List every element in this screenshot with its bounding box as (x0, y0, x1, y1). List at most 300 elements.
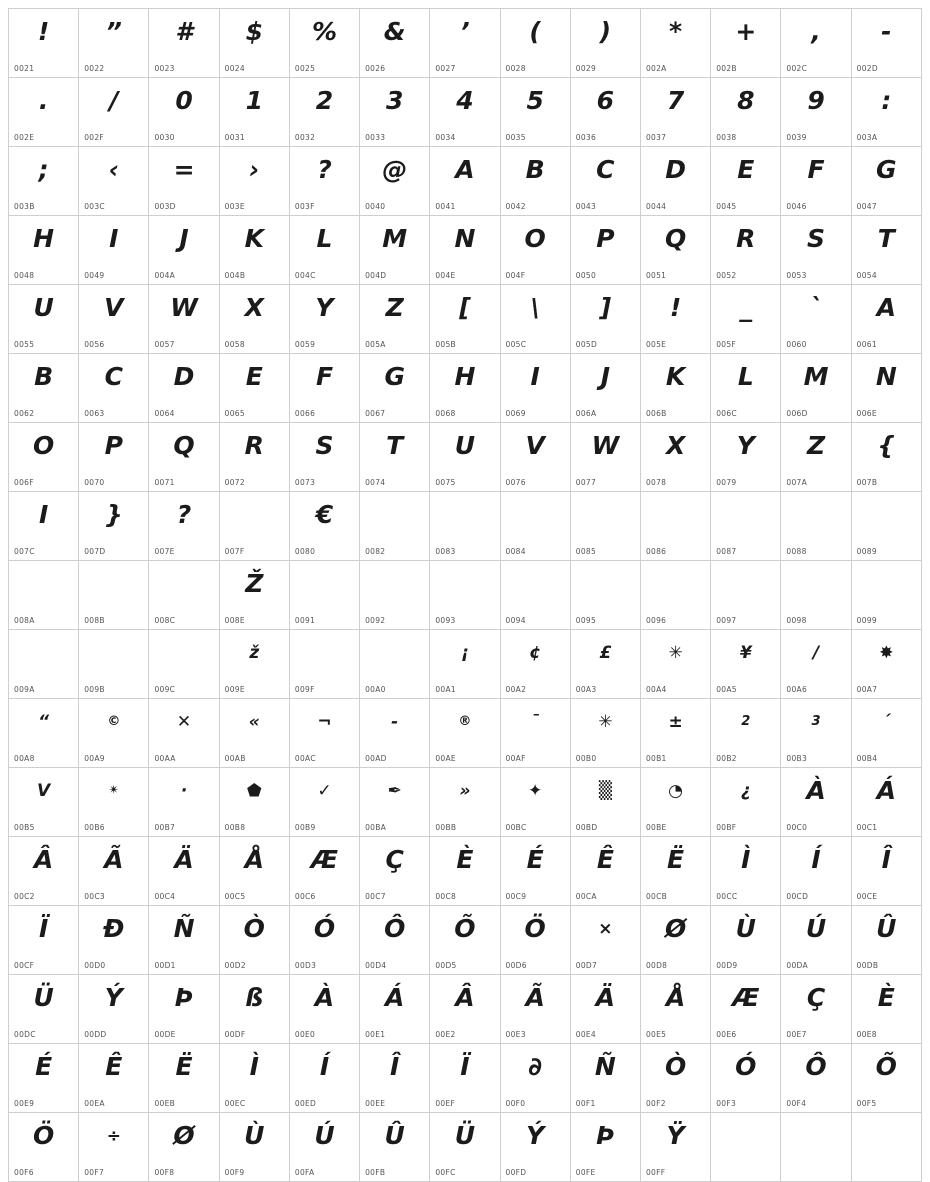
glyph-character (641, 567, 710, 603)
glyph-cell[interactable] (219, 1044, 289, 1113)
glyph-character (79, 567, 148, 603)
glyph-cell[interactable] (500, 630, 570, 699)
glyph-cell[interactable] (500, 1044, 570, 1113)
glyph-cell[interactable] (79, 78, 149, 147)
glyph-cell[interactable] (219, 147, 289, 216)
glyph-code-label: 00C9 (505, 892, 527, 901)
glyph-cell[interactable] (851, 147, 921, 216)
glyph-cell[interactable] (149, 1044, 219, 1113)
glyph-code-label: 00BE (645, 823, 667, 832)
glyph-code-label: 008B (84, 616, 105, 625)
glyph-cell[interactable] (781, 975, 851, 1044)
glyph-character: V (104, 293, 124, 322)
glyph-cell[interactable] (781, 147, 851, 216)
glyph-cell[interactable] (219, 216, 289, 285)
glyph-cell[interactable] (9, 630, 79, 699)
glyph-cell[interactable] (711, 1044, 781, 1113)
glyph-cell[interactable] (500, 354, 570, 423)
glyph-cell[interactable] (149, 78, 219, 147)
glyph-cell[interactable] (430, 768, 500, 837)
glyph-cell[interactable] (289, 492, 359, 561)
glyph-cell[interactable] (711, 975, 781, 1044)
glyph-cell[interactable] (9, 768, 79, 837)
glyph-cell[interactable] (219, 975, 289, 1044)
glyph-cell[interactable] (9, 492, 79, 561)
glyph-cell[interactable] (9, 423, 79, 492)
glyph-cell[interactable] (570, 147, 640, 216)
glyph-code-label: 00B3 (786, 754, 808, 763)
glyph-table-body (9, 9, 922, 1182)
glyph-character: Z (806, 431, 826, 460)
glyph-character (571, 567, 640, 603)
glyph-cell[interactable] (79, 492, 149, 561)
glyph-code-label: 00C8 (435, 892, 457, 901)
glyph-cell[interactable] (851, 837, 921, 906)
glyph-cell[interactable] (570, 630, 640, 699)
glyph-code-label: 009C (154, 685, 176, 694)
glyph-cell[interactable] (289, 9, 359, 78)
glyph-character: Í (811, 845, 821, 874)
glyph-cell[interactable] (79, 216, 149, 285)
glyph-cell[interactable] (430, 699, 500, 768)
glyph-character: Õ (875, 1052, 897, 1081)
glyph-cell[interactable] (851, 285, 921, 354)
glyph-code-label: 00B9 (294, 823, 316, 832)
glyph-cell[interactable] (570, 1044, 640, 1113)
glyph-code-label: 00FA (294, 1168, 315, 1177)
glyph-cell[interactable] (360, 9, 430, 78)
glyph-cell[interactable] (640, 975, 710, 1044)
glyph-code-label: 0048 (14, 271, 35, 280)
glyph-cell[interactable] (79, 561, 149, 630)
glyph-cell[interactable] (570, 699, 640, 768)
glyph-code-label: 00B2 (716, 754, 737, 763)
glyph-cell[interactable] (851, 561, 921, 630)
glyph-cell[interactable] (9, 354, 79, 423)
glyph-character (360, 498, 429, 534)
glyph-cell[interactable] (289, 216, 359, 285)
glyph-cell[interactable] (711, 906, 781, 975)
glyph-cell[interactable] (289, 975, 359, 1044)
glyph-cell[interactable] (711, 492, 781, 561)
glyph-cell[interactable] (781, 78, 851, 147)
glyph-cell[interactable] (781, 1044, 851, 1113)
glyph-code-label: 00A1 (435, 685, 456, 694)
glyph-cell[interactable] (570, 768, 640, 837)
glyph-cell[interactable] (640, 9, 710, 78)
glyph-cell[interactable] (9, 975, 79, 1044)
glyph-cell[interactable] (781, 768, 851, 837)
glyph-cell[interactable] (360, 906, 430, 975)
glyph-code-label: 0084 (505, 547, 526, 556)
glyph-cell[interactable] (500, 906, 570, 975)
glyph-cell[interactable] (430, 1113, 500, 1182)
glyph-character: 8 (737, 86, 755, 115)
glyph-character: . (38, 86, 49, 115)
glyph-cell[interactable] (289, 699, 359, 768)
glyph-cell[interactable] (500, 9, 570, 78)
glyph-cell[interactable] (149, 492, 219, 561)
glyph-cell[interactable] (149, 285, 219, 354)
glyph-character: Ò (243, 914, 265, 943)
glyph-cell[interactable] (500, 216, 570, 285)
glyph-cell[interactable] (851, 354, 921, 423)
glyph-cell[interactable] (360, 78, 430, 147)
glyph-row (9, 837, 922, 906)
glyph-cell[interactable] (360, 423, 430, 492)
glyph-cell[interactable] (219, 768, 289, 837)
glyph-cell[interactable] (289, 285, 359, 354)
glyph-cell[interactable] (79, 147, 149, 216)
glyph-cell[interactable] (500, 147, 570, 216)
glyph-cell[interactable] (781, 354, 851, 423)
glyph-character: Ó (735, 1052, 757, 1081)
glyph-character: Ý (526, 1121, 545, 1150)
glyph-cell[interactable] (640, 1044, 710, 1113)
glyph-cell[interactable] (640, 492, 710, 561)
glyph-cell[interactable] (289, 906, 359, 975)
glyph-cell[interactable] (79, 423, 149, 492)
glyph-character: G (384, 362, 405, 391)
glyph-cell[interactable] (219, 1113, 289, 1182)
glyph-cell[interactable] (851, 768, 921, 837)
glyph-cell[interactable] (289, 1044, 359, 1113)
glyph-character: ✳ (668, 643, 683, 663)
glyph-cell[interactable] (79, 354, 149, 423)
glyph-cell[interactable] (430, 561, 500, 630)
glyph-code-label: 00E1 (365, 1030, 386, 1039)
glyph-cell[interactable] (289, 837, 359, 906)
glyph-cell[interactable] (500, 285, 570, 354)
glyph-cell[interactable] (851, 699, 921, 768)
glyph-cell[interactable] (570, 285, 640, 354)
glyph-cell[interactable] (500, 768, 570, 837)
glyph-cell[interactable] (781, 492, 851, 561)
glyph-cell[interactable] (219, 492, 289, 561)
glyph-cell[interactable] (360, 699, 430, 768)
glyph-cell[interactable] (500, 975, 570, 1044)
glyph-code-label: 005E (645, 340, 667, 349)
glyph-cell[interactable] (711, 285, 781, 354)
glyph-cell[interactable] (430, 147, 500, 216)
glyph-cell[interactable] (851, 630, 921, 699)
glyph-cell[interactable] (781, 561, 851, 630)
glyph-cell[interactable] (9, 78, 79, 147)
glyph-cell[interactable] (79, 975, 149, 1044)
glyph-code-label: 005C (505, 340, 527, 349)
glyph-cell[interactable] (711, 147, 781, 216)
glyph-cell[interactable] (219, 78, 289, 147)
glyph-cell[interactable] (9, 906, 79, 975)
glyph-cell[interactable] (640, 216, 710, 285)
glyph-cell[interactable] (851, 492, 921, 561)
glyph-character: ✦ (528, 781, 543, 801)
glyph-cell[interactable] (9, 837, 79, 906)
glyph-cell[interactable] (430, 354, 500, 423)
glyph-cell[interactable] (500, 837, 570, 906)
glyph-code-label: 0023 (154, 64, 175, 73)
glyph-cell[interactable] (149, 561, 219, 630)
glyph-cell[interactable] (570, 423, 640, 492)
glyph-code-label: 0055 (14, 340, 35, 349)
glyph-code-label: 0072 (224, 478, 245, 487)
glyph-cell[interactable] (289, 423, 359, 492)
glyph-cell[interactable] (149, 423, 219, 492)
glyph-cell[interactable] (570, 492, 640, 561)
glyph-cell[interactable] (570, 78, 640, 147)
glyph-code-label: 0062 (14, 409, 35, 418)
glyph-cell[interactable] (570, 906, 640, 975)
glyph-cell[interactable] (149, 630, 219, 699)
glyph-cell[interactable] (289, 1113, 359, 1182)
glyph-cell[interactable] (500, 561, 570, 630)
glyph-cell[interactable] (570, 975, 640, 1044)
glyph-character: × (598, 919, 613, 939)
glyph-cell[interactable] (430, 1044, 500, 1113)
glyph-cell[interactable] (289, 78, 359, 147)
glyph-cell[interactable] (79, 837, 149, 906)
glyph-code-label: 0022 (84, 64, 105, 73)
glyph-code-label: 0057 (154, 340, 175, 349)
glyph-cell[interactable] (219, 285, 289, 354)
glyph-cell[interactable] (9, 699, 79, 768)
glyph-cell[interactable] (781, 630, 851, 699)
glyph-cell[interactable] (219, 561, 289, 630)
glyph-character: Ÿ (666, 1121, 685, 1150)
glyph-cell[interactable] (360, 354, 430, 423)
glyph-cell[interactable] (9, 285, 79, 354)
glyph-cell[interactable] (289, 147, 359, 216)
glyph-cell[interactable] (149, 906, 219, 975)
glyph-cell[interactable] (219, 354, 289, 423)
glyph-cell[interactable] (79, 699, 149, 768)
glyph-character: - (881, 17, 892, 46)
glyph-code-label: 00DE (154, 1030, 176, 1039)
glyph-code-label: 008A (14, 616, 35, 625)
glyph-cell[interactable] (500, 423, 570, 492)
glyph-character: Y (315, 293, 334, 322)
glyph-cell[interactable] (219, 837, 289, 906)
glyph-cell[interactable] (640, 561, 710, 630)
glyph-character: T (877, 224, 895, 253)
glyph-cell[interactable] (360, 630, 430, 699)
glyph-cell[interactable] (79, 630, 149, 699)
glyph-code-label: 00BB (435, 823, 457, 832)
glyph-code-label: 00C6 (294, 892, 316, 901)
glyph-cell-empty (711, 1113, 781, 1182)
glyph-code-label: 00C2 (14, 892, 35, 901)
glyph-cell[interactable] (570, 837, 640, 906)
glyph-code-label: 00E9 (14, 1099, 35, 1108)
glyph-cell[interactable] (640, 906, 710, 975)
glyph-character: A (876, 293, 896, 322)
glyph-cell[interactable] (219, 906, 289, 975)
glyph-cell[interactable] (781, 699, 851, 768)
glyph-cell[interactable] (430, 906, 500, 975)
glyph-character: Ê (596, 845, 614, 874)
glyph-cell[interactable] (79, 906, 149, 975)
glyph-character (430, 567, 499, 603)
glyph-cell[interactable] (570, 1113, 640, 1182)
glyph-cell[interactable] (851, 906, 921, 975)
glyph-cell[interactable] (640, 285, 710, 354)
glyph-code-label: 00E0 (294, 1030, 316, 1039)
glyph-character: Ö (524, 914, 546, 943)
glyph-cell[interactable] (781, 837, 851, 906)
glyph-code-label: 009F (294, 685, 315, 694)
glyph-character: Z (385, 293, 404, 322)
glyph-cell[interactable] (781, 216, 851, 285)
glyph-cell[interactable] (149, 837, 219, 906)
glyph-cell[interactable] (711, 9, 781, 78)
glyph-cell[interactable] (219, 699, 289, 768)
glyph-cell[interactable] (360, 216, 430, 285)
glyph-cell[interactable] (711, 561, 781, 630)
glyph-cell[interactable] (360, 147, 430, 216)
glyph-cell[interactable] (711, 699, 781, 768)
glyph-cell[interactable] (570, 354, 640, 423)
glyph-cell[interactable] (289, 561, 359, 630)
glyph-cell[interactable] (781, 285, 851, 354)
glyph-cell[interactable] (219, 9, 289, 78)
glyph-cell[interactable] (500, 699, 570, 768)
glyph-cell[interactable] (9, 561, 79, 630)
glyph-cell[interactable] (430, 216, 500, 285)
glyph-cell[interactable] (79, 768, 149, 837)
glyph-character: Ú (805, 914, 827, 943)
glyph-code-label: 00FD (505, 1168, 527, 1177)
glyph-character: ’ (460, 17, 470, 46)
glyph-character: ✴ (108, 783, 120, 798)
glyph-cell[interactable] (711, 78, 781, 147)
glyph-cell[interactable] (781, 906, 851, 975)
glyph-cell[interactable] (570, 561, 640, 630)
glyph-cell[interactable] (149, 1113, 219, 1182)
glyph-cell[interactable] (149, 9, 219, 78)
glyph-cell[interactable] (430, 423, 500, 492)
glyph-cell[interactable] (219, 423, 289, 492)
glyph-cell[interactable] (640, 630, 710, 699)
glyph-cell[interactable] (500, 492, 570, 561)
glyph-cell[interactable] (851, 9, 921, 78)
glyph-cell[interactable] (781, 423, 851, 492)
glyph-cell[interactable] (9, 216, 79, 285)
glyph-row (9, 630, 922, 699)
glyph-cell[interactable] (570, 9, 640, 78)
glyph-cell[interactable] (640, 699, 710, 768)
glyph-cell[interactable] (219, 630, 289, 699)
glyph-cell[interactable] (430, 837, 500, 906)
glyph-cell[interactable] (289, 768, 359, 837)
glyph-cell[interactable] (500, 78, 570, 147)
glyph-character: ? (176, 500, 192, 529)
glyph-cell[interactable] (289, 630, 359, 699)
glyph-cell[interactable] (430, 285, 500, 354)
glyph-character: › (249, 155, 260, 184)
glyph-cell[interactable] (640, 768, 710, 837)
glyph-cell[interactable] (360, 975, 430, 1044)
glyph-cell[interactable] (360, 285, 430, 354)
glyph-cell[interactable] (149, 216, 219, 285)
glyph-cell[interactable] (851, 975, 921, 1044)
glyph-cell[interactable] (640, 147, 710, 216)
glyph-cell[interactable] (360, 768, 430, 837)
glyph-code-label: 0092 (365, 616, 386, 625)
glyph-character: Q (664, 224, 687, 253)
glyph-code-label: 0045 (716, 202, 737, 211)
glyph-cell[interactable] (9, 1044, 79, 1113)
glyph-character: 2 (741, 714, 751, 729)
glyph-cell[interactable] (640, 423, 710, 492)
glyph-cell[interactable] (9, 147, 79, 216)
glyph-character: P (104, 431, 123, 460)
glyph-cell[interactable] (149, 147, 219, 216)
glyph-code-label: 003A (856, 133, 878, 142)
glyph-cell[interactable] (711, 354, 781, 423)
glyph-cell[interactable] (79, 1044, 149, 1113)
glyph-cell[interactable] (851, 78, 921, 147)
glyph-cell[interactable] (640, 837, 710, 906)
glyph-code-label: 00EE (365, 1099, 386, 1108)
glyph-cell[interactable] (360, 1044, 430, 1113)
glyph-cell[interactable] (149, 699, 219, 768)
glyph-code-label: 0078 (645, 478, 667, 487)
glyph-code-label: 007E (154, 547, 175, 556)
glyph-cell[interactable] (640, 354, 710, 423)
glyph-code-label: 00C0 (786, 823, 808, 832)
glyph-cell[interactable] (430, 492, 500, 561)
glyph-code-label: 00AB (224, 754, 246, 763)
glyph-cell[interactable] (781, 9, 851, 78)
glyph-cell[interactable] (711, 768, 781, 837)
glyph-cell[interactable] (9, 1113, 79, 1182)
glyph-code-label: 00D6 (505, 961, 527, 970)
glyph-cell[interactable] (570, 216, 640, 285)
glyph-cell[interactable] (9, 9, 79, 78)
glyph-cell[interactable] (851, 1044, 921, 1113)
glyph-cell[interactable] (149, 975, 219, 1044)
glyph-character: ✸ (879, 643, 894, 663)
glyph-cell[interactable] (360, 837, 430, 906)
glyph-cell[interactable] (640, 1113, 710, 1182)
glyph-cell[interactable] (711, 216, 781, 285)
glyph-cell[interactable] (851, 423, 921, 492)
glyph-cell[interactable] (79, 1113, 149, 1182)
glyph-cell[interactable] (149, 354, 219, 423)
glyph-cell[interactable] (360, 492, 430, 561)
glyph-cell[interactable] (360, 1113, 430, 1182)
glyph-code-label: 0040 (365, 202, 386, 211)
glyph-cell[interactable] (79, 9, 149, 78)
glyph-cell[interactable] (360, 561, 430, 630)
glyph-cell[interactable] (289, 354, 359, 423)
glyph-cell[interactable] (79, 285, 149, 354)
glyph-character: Æ (310, 845, 339, 874)
glyph-cell[interactable] (430, 78, 500, 147)
glyph-character (290, 567, 359, 603)
glyph-cell[interactable] (430, 630, 500, 699)
glyph-cell[interactable] (430, 9, 500, 78)
glyph-cell[interactable] (711, 423, 781, 492)
glyph-cell[interactable] (640, 78, 710, 147)
glyph-cell[interactable] (430, 975, 500, 1044)
glyph-cell[interactable] (500, 1113, 570, 1182)
glyph-cell[interactable] (711, 837, 781, 906)
glyph-cell[interactable] (851, 216, 921, 285)
glyph-cell[interactable] (711, 630, 781, 699)
glyph-character: Ç (385, 845, 404, 874)
glyph-cell[interactable] (149, 768, 219, 837)
